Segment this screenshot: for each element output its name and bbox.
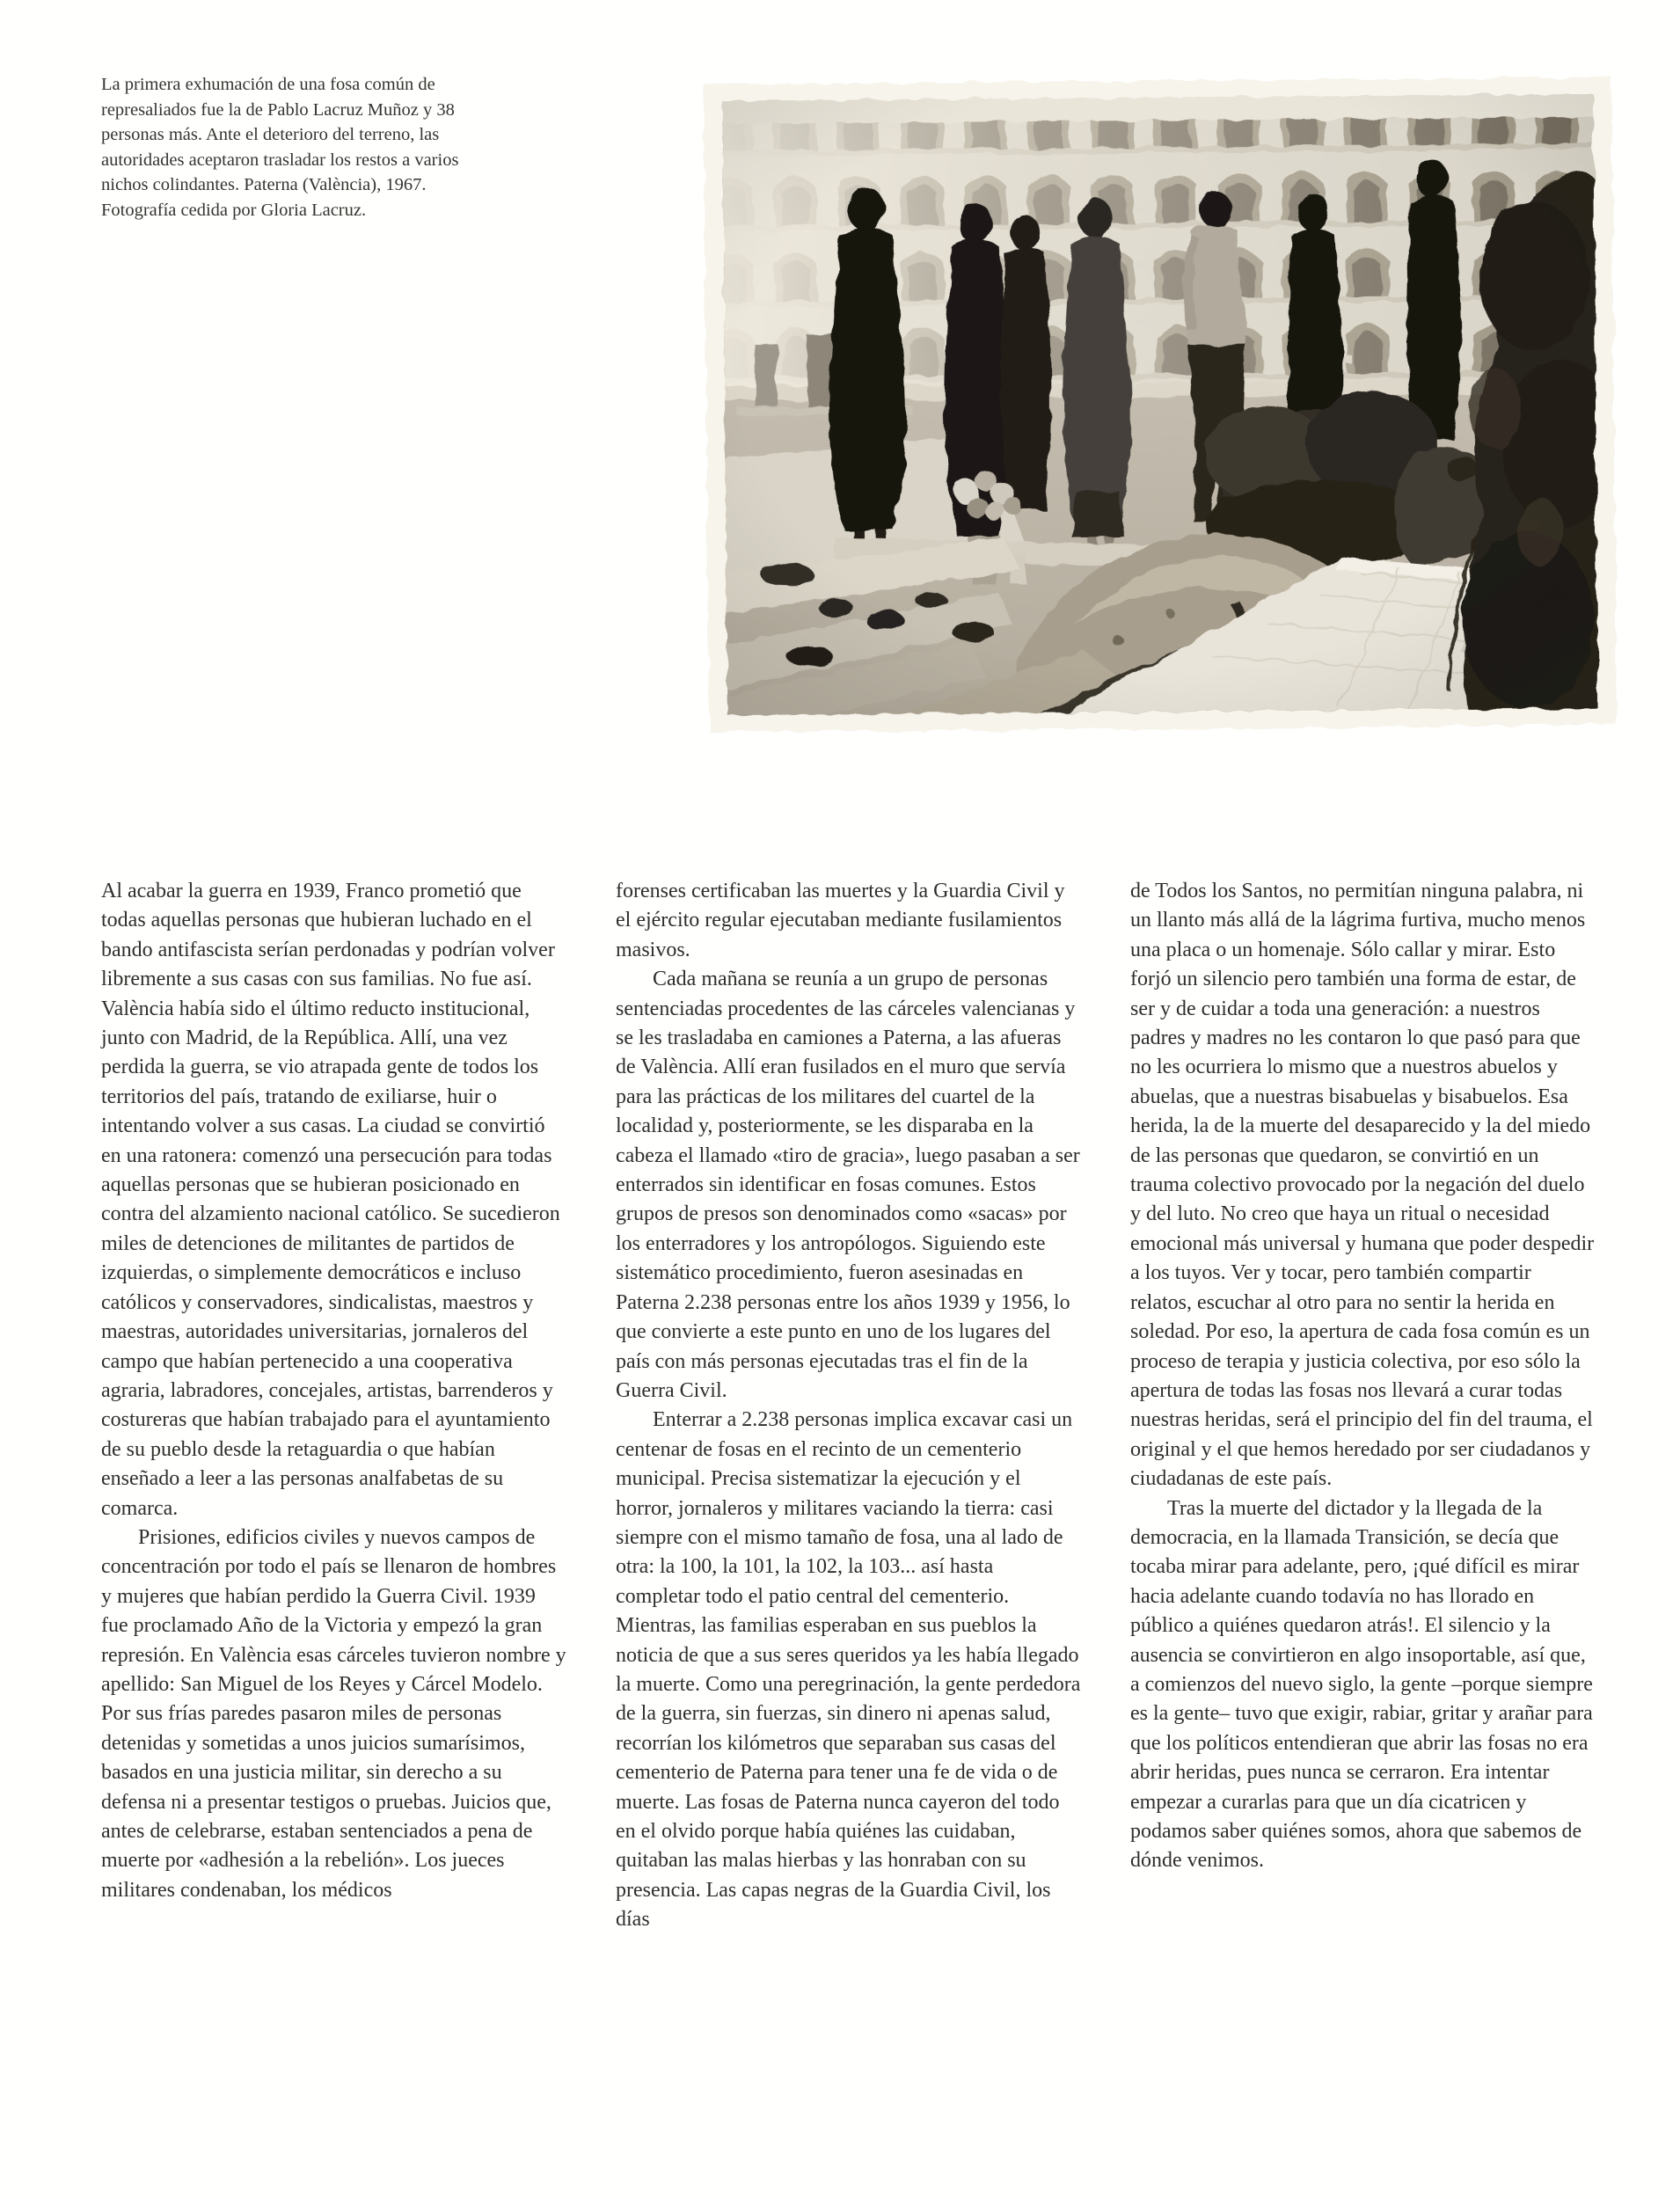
body-paragraph: Cada mañana se reunía a un grupo de personas sentenciadas procedentes de las cárceles valencianas y se les trasladaba en camiones a Paterna, a las afueras de València. Allí eran fusilados en el muro que servía para las prácticas de los militares del cuartel de la localidad y, posteriormente, se les disparaba en la cabeza el llamado «tiro de gracia», luego pasaban a ser enterrados sin identificar en fosas comunes. Estos grupos de presos son denominados como «sacas» por los enterradores y los antropólogos. Siguiendo este sistemático procedimiento, fueron asesinadas en Paterna 2.238 personas entre los años 1939 y 1956, lo que convierte a este punto en uno de los lugares del país con más personas ejecutadas tras el fin de la Guerra Civil. [616, 968, 1080, 1402]
body-paragraph: Al acabar la guerra en 1939, Franco prometió que todas aquellas personas que hubieran luchado en el bando antifascista serían perdonadas y podrían volver libremente a sus casas con sus familias. No fue así. València había sido el último reducto institucional, junto con Madrid, de la República. Allí, una vez perdida la guerra, se vio atrapada gente de todos los territorios del país, tratando de exiliarse, huir o intentando volver a sus casas. La ciudad se convirtió en una ratonera: comenzó una persecución para todas aquellas personas que se hubieran posicionado en contra del alzamiento nacional católico. Se sucedieron miles de detenciones de militantes de partidos de izquierdas, o simplemente democráticos e incluso católicos y conservadores, sindicalistas, maestros y maestras, autoridades universitarias, jornaleros del campo que habían pertenecido a una cooperativa agraria, labradores, concejales, artistas, barrenderos y costureras que habían trabajado para el ayuntamiento de su pueblo desde la retaguardia o que habían enseñado a leer a las personas analfabetas de su comarca. [101, 880, 560, 1520]
body-paragraph: Enterrar a 2.238 personas implica excavar casi un centenar de fosas en el recinto de un cementerio municipal. Precisa sistematizar la ejecución y el horror, jornaleros y militares vaciando la tierra: casi siempre con el mismo tamaño de fosa, una al lado de otra: la 100, la 101, la 102, la 103... así hasta completar todo el patio central del cementerio. Mientras, las familias esperaban en sus pueblos la noticia de que a sus seres queridos ya les había llegado la muerte. Como una peregrinación, la gente perdedora de la guerra, sin fuerzas, sin dinero ni apenas salud, recorrían los kilómetros que separaban sus casas del cementerio de Paterna para tener una fe de vida o de muerte. Las fosas de Paterna nunca cayeron del todo en el olvido porque había quiénes las cuidaban, quitaban las malas hierbas y las honraban con su presencia. Las capas negras de la Guardia Civil, los días [616, 1408, 1081, 1932]
text-column-3 [1130, 877, 1596, 1935]
cemetery-photo [699, 72, 1621, 737]
body-paragraph: Prisiones, edificios civiles y nuevos campos de concentración por todo el país se llenaron de hombres y mujeres que habían perdido la Guerra Civil. 1939 fue proclamado Año de la Victoria y empezó la gran represión. En València esas cárceles tuvieron nombre y apellido: San Miguel de los Reyes y Cárcel Modelo. Por sus frías paredes pasaron miles de personas detenidas y sometidas a unos juicios sumarísimos, basados en una justicia militar, sin derecho a su defensa ni a presentar testigos o pruebas. Juicios que, antes de celebrarse, estaban sentenciados a pena de muerte por «adhesión a la rebelión». Los jueces militares condenaban, los médicos [101, 1525, 566, 1902]
body-paragraph: forenses certificaban las muertes y la Guardia Civil y el ejército regular ejecutaban mediante fusilamientos masivos. [616, 880, 1065, 961]
article-body [101, 877, 1596, 1935]
photo-caption: La primera exhumación de una fosa común de represaliados fue la de Pablo Lacruz Muñoz y 38 personas más. Ante el deterioro del terreno, las autoridades aceptaron trasladar los restos a varios nichos colindantes. Paterna (València), 1967. Fotografía cedida por Gloria Lacruz. [101, 75, 459, 220]
cemetery-photo-illustration [699, 72, 1621, 737]
body-paragraph: Tras la muerte del dictador y la llegada de la democracia, en la llamada Transición, se decía que tocaba mirar para adelante, pero, ¡qué difícil es mirar hacia adelante cuando todavía no has llorado en público a quiénes quedaron atrás!. El silencio y la ausencia se convirtieron en algo insoportable, así que, a comienzos del nuevo siglo, la gente –porque siempre es la gente– tuvo que exigir, rabiar, gritar y arañar para que los políticos entendieran que abrir las fosas no era abrir heridas, pues nunca se cerraron. Era intentar empezar a curarlas para que un día cicatricen y podamos saber quiénes somos, ahora que sabemos de dónde venimos. [1130, 1496, 1593, 1873]
text-column-1 [101, 877, 567, 1935]
text-column-2 [616, 877, 1082, 1935]
body-paragraph: de Todos los Santos, no permitían ninguna palabra, ni un llanto más allá de la lágrima furtiva, mucho menos una placa o un homenaje. Sólo callar y mirar. Esto forjó un silencio pero también una forma de estar, de ser y de cuidar a toda una generación: a nuestros padres y madres no les contaron lo que pasó para que no les ocurriera lo mismo que a nuestros abuelos y abuelas, que a nuestras bisabuelas y bisabuelos. Esa herida, la de la muerte del desaparecido y la del miedo de las personas que quedaron, se convirtió en un trauma colectivo provocado por la negación del duelo y del luto. No creo que haya un ritual o necesidad emocional más universal y humana que poder despedir a los tuyos. Ver y tocar, pero también compartir relatos, escuchar al otro para no sentir la herida en soledad. Por eso, la apertura de cada fosa común es un proceso de terapia y justicia colectiva, por eso sólo la apertura de todas las fosas nos llevará a curar todas nuestras heridas, será el principio del fin del trauma, el original y el que hemos heredado por ser ciudadanos y ciudadanas de este país. [1130, 880, 1595, 1491]
